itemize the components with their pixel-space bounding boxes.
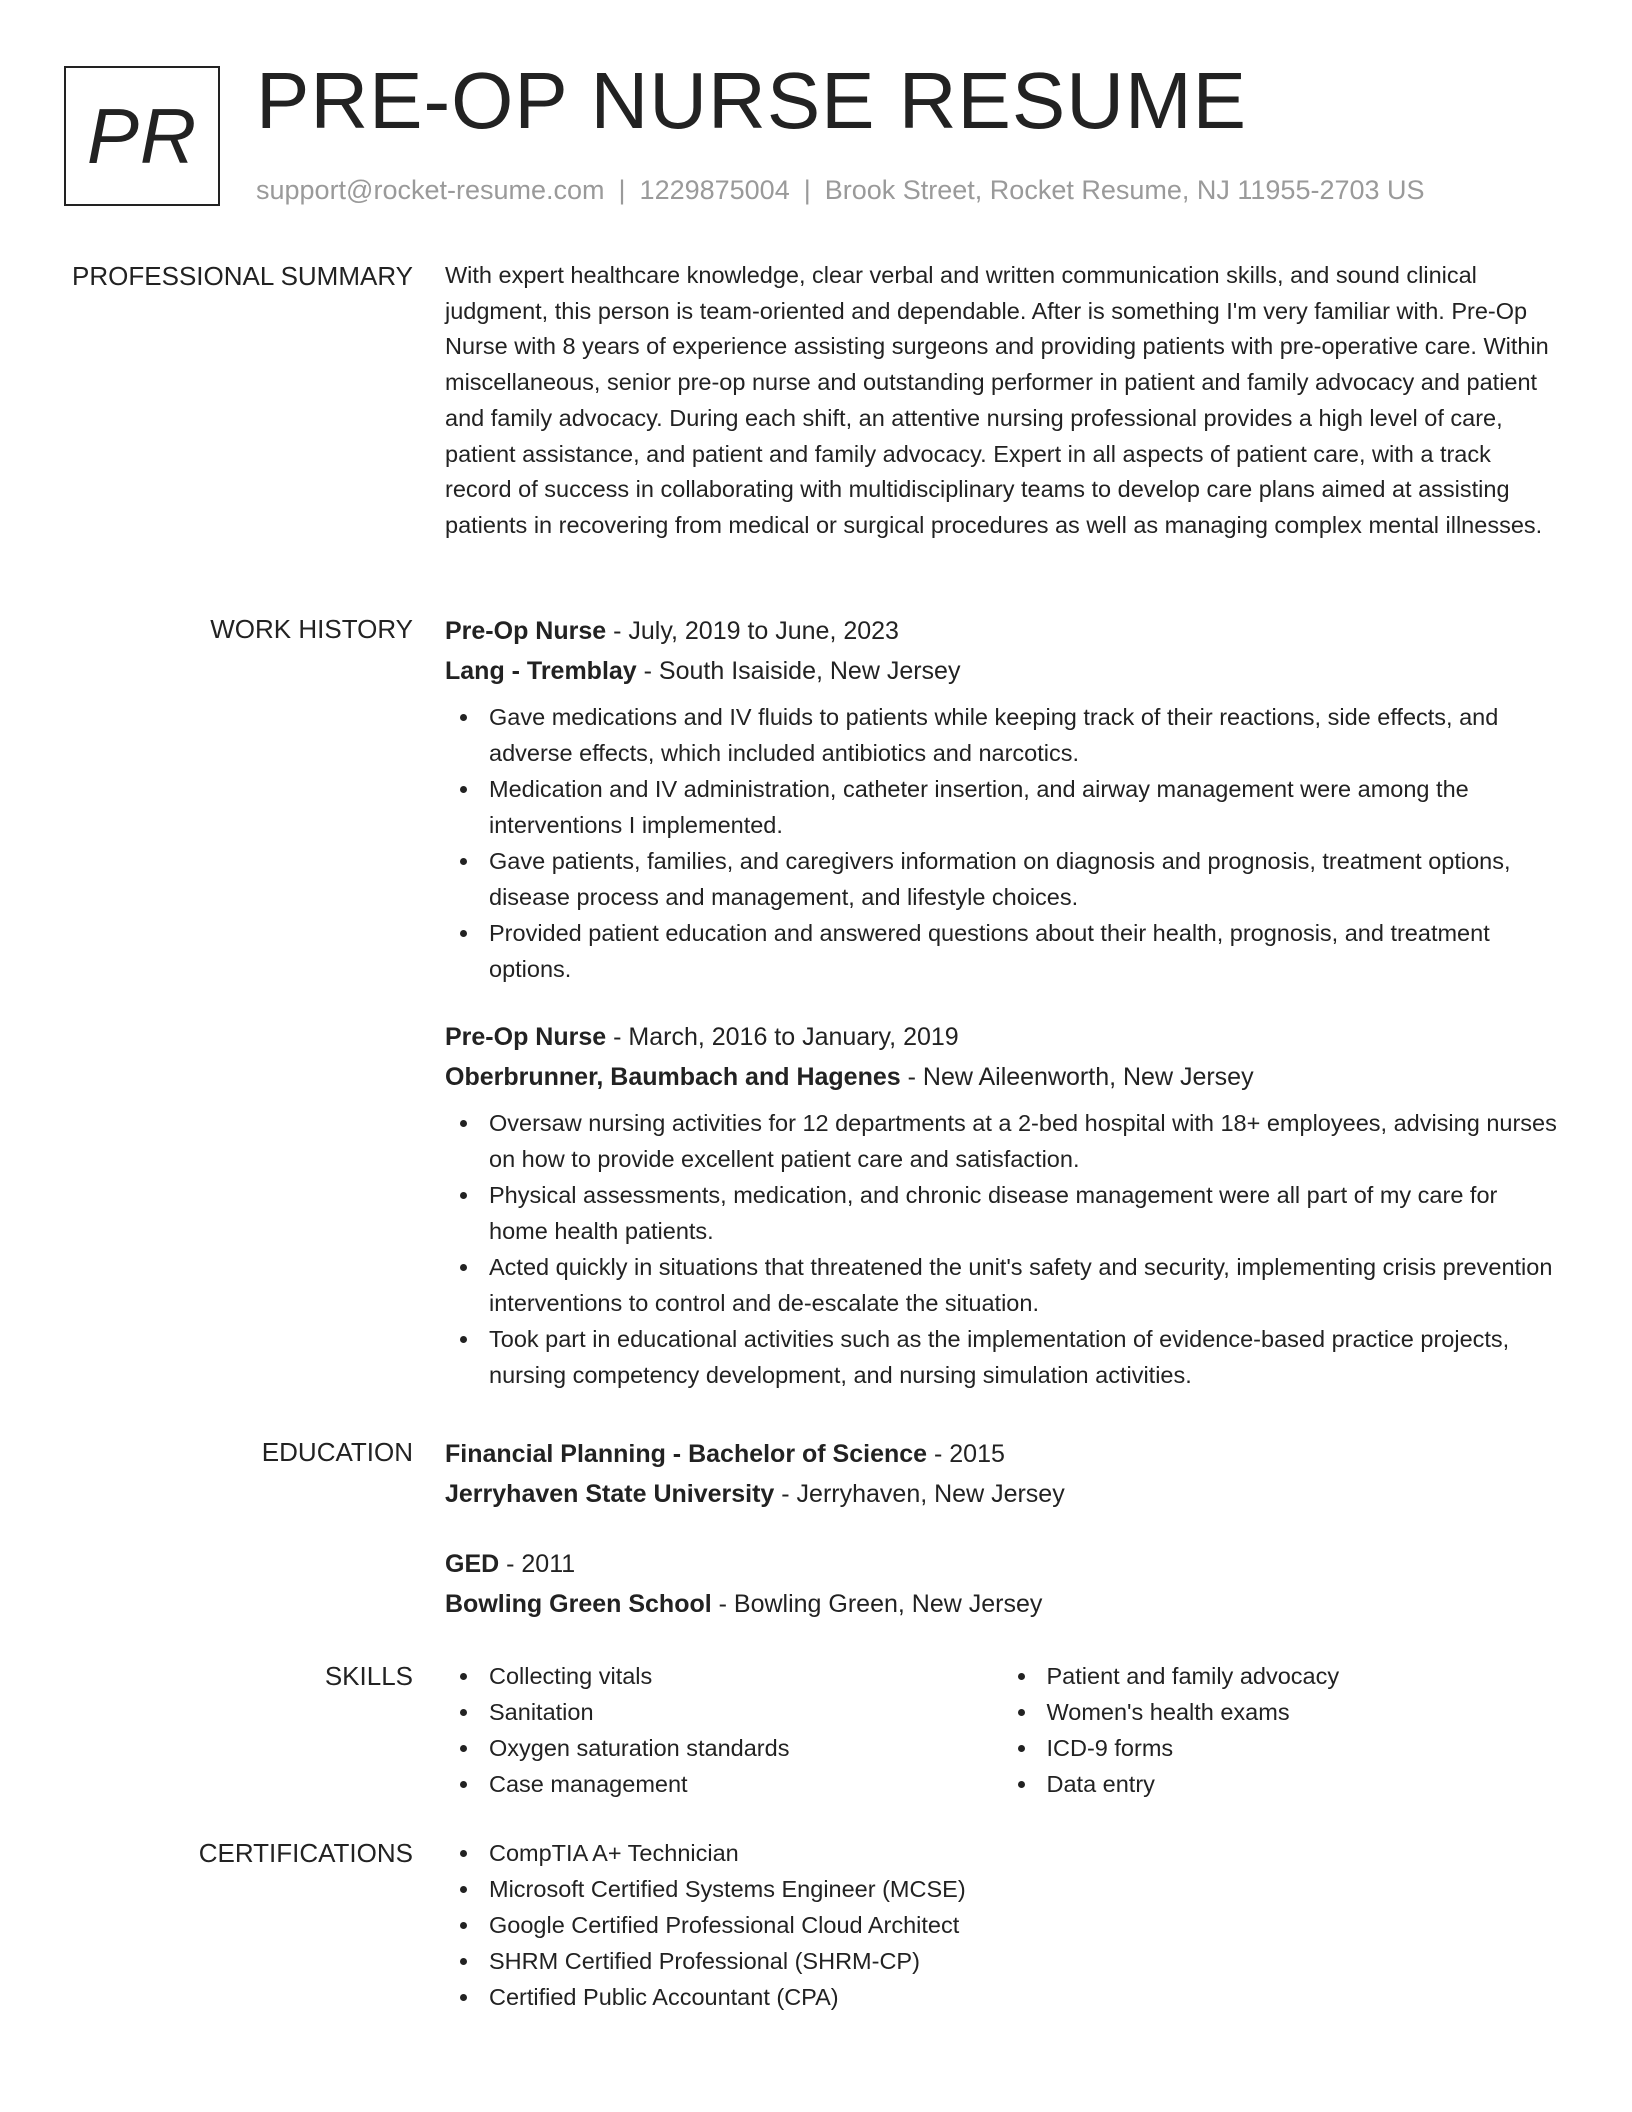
degree-year: - 2015 (927, 1440, 1005, 1468)
school: Bowling Green School (445, 1590, 712, 1618)
job-company-line (445, 651, 1560, 691)
monogram-initials: PR (86, 91, 198, 180)
list-item: ICD-9 forms (1047, 1730, 1561, 1766)
degree-line (445, 1434, 1560, 1474)
degree: GED (445, 1550, 500, 1578)
skills-body (445, 1658, 1560, 1802)
list-item: Microsoft Certified Systems Engineer (MCSE) (489, 1871, 1560, 1907)
school-location: - Bowling Green, New Jersey (711, 1590, 1043, 1618)
section-label-skills: SKILLS (324, 1661, 413, 1691)
list-item: Collecting vitals (489, 1658, 1003, 1694)
education-body (445, 1434, 1560, 1624)
monogram-badge (64, 66, 220, 206)
work-body (445, 611, 1560, 1393)
list-item: Acted quickly in situations that threatened the unit's safety and security, implementing crisis prevention interventions to control and de-escalate the situation. (489, 1249, 1560, 1321)
job-dates: - July, 2019 to June, 2023 (606, 617, 899, 645)
degree-year: - 2011 (499, 1550, 576, 1578)
school-location: - Jerryhaven, New Jersey (774, 1480, 1065, 1508)
contact-phone[interactable]: 1229875004 (639, 175, 790, 205)
job-title: Pre-Op Nurse (445, 1023, 607, 1051)
list-item: Data entry (1047, 1766, 1561, 1802)
certifications-list (445, 1835, 1560, 2015)
list-item: Medication and IV administration, catheter insertion, and airway management were among the interventions I implemented. (489, 771, 1560, 843)
school-line (445, 1584, 1560, 1624)
contact-email[interactable]: support@rocket-resume.com (256, 175, 605, 205)
list-item: SHRM Certified Professional (SHRM-CP) (489, 1943, 1560, 1979)
list-item: Provided patient education and answered questions about their health, prognosis, and treatment options. (489, 915, 1560, 987)
education-entry (445, 1434, 1560, 1514)
school: Jerryhaven State University (445, 1480, 775, 1508)
contact-separator: | (803, 175, 811, 205)
job-company-line (445, 1057, 1560, 1097)
list-item: Oxygen saturation standards (489, 1730, 1003, 1766)
school-line (445, 1474, 1560, 1514)
list-item: Sanitation (489, 1694, 1003, 1730)
list-item: CompTIA A+ Technician (489, 1835, 1560, 1871)
skills-columns (445, 1658, 1560, 1802)
list-item: Took part in educational activities such as the implementation of evidence-based practice projects, nursing competency development, and nursing simulation activities. (489, 1321, 1560, 1393)
summary-text: With expert healthcare knowledge, clear verbal and written communication skills, and sound clinical judgment, this person is team-oriented and dependable. After is something I'm very familiar with. Pre-Op Nurse with 8 years of experience assisting surgeons and providing patients with pre-operative care. Within miscellaneous, senior pre-op nurse and outstanding performer in patient and family advocacy and patient and family advocacy. During each shift, an attentive nursing professional provides a high level of care, patient assistance, and patient and family advocacy. Expert in all aspects of patient care, with a track record of success in collaborating with multidisciplinary teams to develop care plans aimed at assisting patients in recovering from medical or surgical procedures as well as managing complex mental illnesses. (445, 262, 1549, 538)
section-label-education: EDUCATION (261, 1437, 413, 1467)
job-bullets (445, 1105, 1560, 1393)
summary-body (445, 258, 1560, 544)
job-dates: - March, 2016 to January, 2019 (606, 1023, 959, 1051)
list-item: Gave patients, families, and caregivers information on diagnosis and prognosis, treatment options, disease process and management, and lifestyle choices. (489, 843, 1560, 915)
job-location: - New Aileenworth, New Jersey (900, 1063, 1254, 1091)
job-entry (445, 611, 1560, 987)
job-company: Lang - Tremblay (445, 657, 637, 685)
list-item: Oversaw nursing activities for 12 departments at a 2-bed hospital with 18+ employees, advising nurses on how to provide excellent patient care and satisfaction. (489, 1105, 1560, 1177)
education-entry (445, 1544, 1560, 1624)
job-bullets (445, 699, 1560, 987)
certifications-body (445, 1835, 1560, 2015)
section-label-certifications: CERTIFICATIONS (198, 1838, 413, 1868)
list-item: Women's health exams (1047, 1694, 1561, 1730)
list-item: Patient and family advocacy (1047, 1658, 1561, 1694)
job-company: Oberbrunner, Baumbach and Hagenes (445, 1063, 901, 1091)
degree: Financial Planning - Bachelor of Science (445, 1440, 928, 1468)
job-title-line (445, 1017, 1560, 1057)
contact-separator: | (618, 175, 626, 205)
skills-list-left (445, 1658, 1003, 1802)
section-label-work: WORK HISTORY (210, 614, 413, 644)
job-title-line (445, 611, 1560, 651)
list-item: Case management (489, 1766, 1003, 1802)
section-label-summary: PROFESSIONAL SUMMARY (72, 261, 413, 291)
skills-list-right (1003, 1658, 1561, 1802)
job-title: Pre-Op Nurse (445, 617, 607, 645)
list-item: Physical assessments, medication, and chronic disease management were all part of my care for home health patients. (489, 1177, 1560, 1249)
degree-line (445, 1544, 1560, 1584)
list-item: Google Certified Professional Cloud Architect (489, 1907, 1560, 1943)
list-item: Certified Public Accountant (CPA) (489, 1979, 1560, 2015)
job-location: - South Isaiside, New Jersey (636, 657, 961, 685)
job-entry (445, 1017, 1560, 1393)
contact-address: Brook Street, Rocket Resume, NJ 11955-2703 US (824, 175, 1425, 205)
list-item: Gave medications and IV fluids to patients while keeping track of their reactions, side effects, and adverse effects, which included antibiotics and narcotics. (489, 699, 1560, 771)
resume-title: PRE-OP NURSE RESUME (256, 56, 1248, 145)
contact-line (256, 172, 1425, 208)
